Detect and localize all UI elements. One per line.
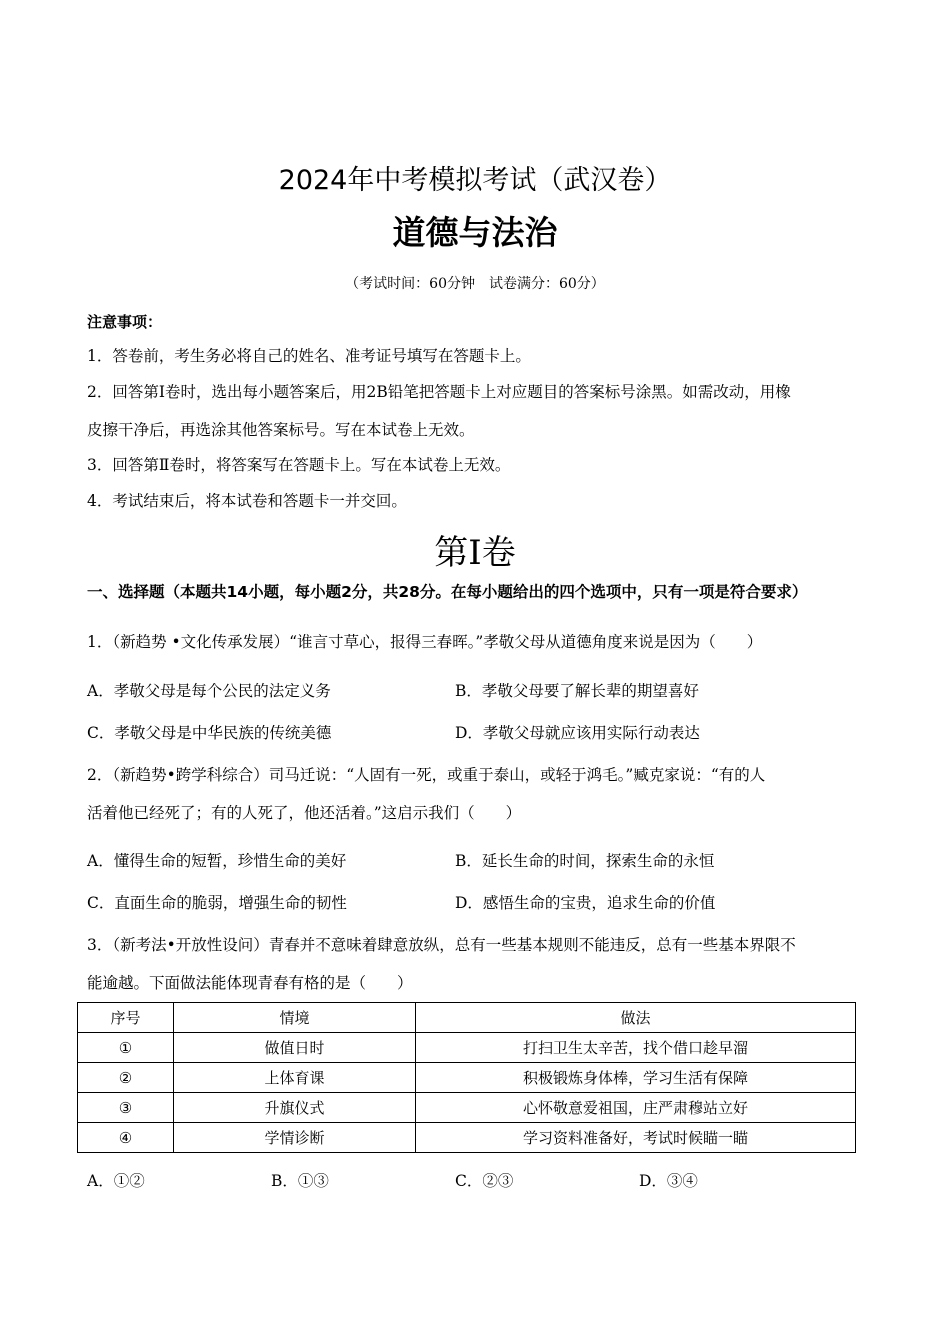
- table-cell: 学习资料准备好，考试时候瞄一瞄: [416, 1123, 856, 1153]
- question-1-option-b: B．孝敬父母要了解长辈的期望喜好: [455, 682, 699, 700]
- table-row: [78, 1033, 856, 1063]
- question-3-stem: 能逾越。下面做法能体现青春有格的是（ ）: [87, 974, 413, 992]
- section-heading: 一、选择题（本题共14小题，每小题2分，共28分。在每小题给出的四个选项中，只有一项是符合要求）: [87, 583, 808, 601]
- table-row: [78, 1123, 856, 1153]
- table-header-row: [78, 1003, 856, 1033]
- notice-item: 皮擦干净后，再选涂其他答案标号。写在本试卷上无效。: [87, 421, 475, 439]
- notice-item: 1．答卷前，考生务必将自己的姓名、准考证号填写在答题卡上。: [87, 347, 531, 365]
- exam-title: 2024年中考模拟考试（武汉卷）: [278, 165, 672, 196]
- question-2-option-d: D．感悟生命的宝贵，追求生命的价值: [455, 894, 716, 912]
- question-2-stem: 活着他已经死了；有的人死了，他还活着。”这启示我们（ ）: [87, 804, 522, 822]
- table-cell: 升旗仪式: [174, 1093, 416, 1123]
- table-cell: 做值日时: [174, 1033, 416, 1063]
- question-2-stem: 2．（新趋势•跨学科综合）司马迁说：“人固有一死，或重于泰山，或轻于鸿毛。”臧克家说：“有的人: [87, 766, 766, 784]
- section-title: 第Ⅰ卷: [434, 533, 516, 573]
- notice-item: 3．回答第Ⅱ卷时，将答案写在答题卡上。写在本试卷上无效。: [87, 456, 511, 474]
- table-cell: 打扫卫生太辛苦，找个借口趁早溜: [416, 1033, 856, 1063]
- table-cell: ①: [78, 1033, 174, 1063]
- notice-item: 2．回答第Ⅰ卷时，选出每小题答案后，用2B铅笔把答题卡上对应题目的答案标号涂黑。如需改动，用橡: [87, 383, 791, 401]
- question-3-option-b: B．①③: [271, 1172, 329, 1190]
- table-cell: 积极锻炼身体棒，学习生活有保障: [416, 1063, 856, 1093]
- table-cell: 学情诊断: [174, 1123, 416, 1153]
- exam-time-info: （考试时间：60分钟 试卷满分：60分）: [345, 276, 605, 292]
- question-3-stem: 3．（新考法•开放性设问）青春并不意味着肆意放纵，总有一些基本规则不能违反，总有一些基本界限不: [87, 936, 796, 954]
- question-3-option-c: C．②③: [455, 1172, 514, 1190]
- notice-item: 4．考试结束后，将本试卷和答题卡一并交回。: [87, 492, 407, 510]
- table-cell: ②: [78, 1063, 174, 1093]
- question-2-option-b: B．延长生命的时间，探索生命的永恒: [455, 852, 715, 870]
- table-cell: ④: [78, 1123, 174, 1153]
- question-1-option-c: C．孝敬父母是中华民族的传统美德: [87, 724, 332, 742]
- table-cell: 心怀敬意爱祖国，庄严肃穆站立好: [416, 1093, 856, 1123]
- question-3-option-d: D．③④: [639, 1172, 698, 1190]
- table-row: [78, 1093, 856, 1123]
- question-2-option-c: C．直面生命的脆弱，增强生命的韧性: [87, 894, 347, 912]
- scenario-table: [77, 1002, 856, 1153]
- table-cell: ③: [78, 1093, 174, 1123]
- table-row: [78, 1063, 856, 1093]
- notice-heading: 注意事项：: [87, 313, 163, 331]
- question-3-option-a: A．①②: [87, 1172, 145, 1190]
- question-1-option-a: A．孝敬父母是每个公民的法定义务: [87, 682, 331, 700]
- table-header: 序号: [78, 1003, 174, 1033]
- subject-title: 道德与法治: [392, 213, 558, 252]
- table-cell: 上体育课: [174, 1063, 416, 1093]
- table-header: 做法: [416, 1003, 856, 1033]
- question-1-option-d: D．孝敬父母就应该用实际行动表达: [455, 724, 700, 742]
- table-header: 情境: [174, 1003, 416, 1033]
- question-2-option-a: A．懂得生命的短暂，珍惜生命的美好: [87, 852, 347, 870]
- question-1-stem: 1．（新趋势 •文化传承发展）“谁言寸草心，报得三春晖。”孝敬父母从道德角度来说是因为（ ）: [87, 633, 763, 651]
